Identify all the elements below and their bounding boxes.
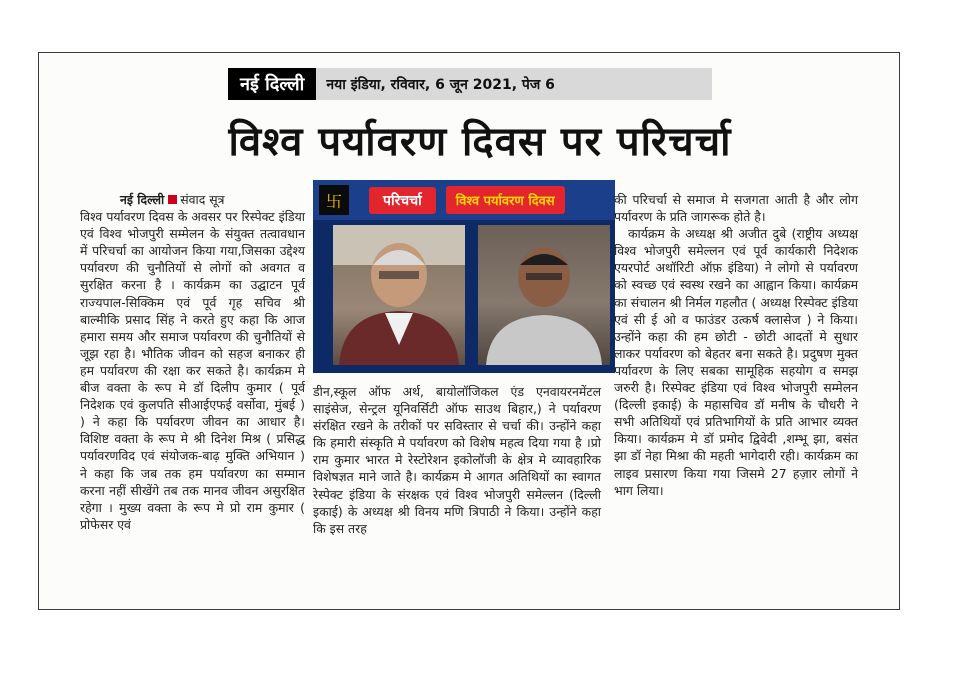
paragraph: की परिचर्चा से समाज मे सजगता आती है और लोग पर्यावरण के प्रति जागरूक होते है। (614, 192, 858, 225)
speaker-left-figure-icon (333, 225, 465, 365)
banner-title: विश्व पर्यावरण दिवस (446, 186, 565, 214)
paragraph: विश्व पर्यावरण दिवस के अवसर पर रिस्पेक्ट इंडिया एवं विश्व भोजपुरी सम्मेलन के संयुक्त तत्वावधान में परिचर्चा का आयोजन किया गया,जिसका उद्देश्य पर्यावरण की चुनौतियों से लोगों को अवगत व सुरक्षित करना है । कार्यक्रम का उद्घाटन पूर्व राज्यपाल-सिक्किम एवं पूर्व गृह सचिव श्री बाल्मीकि प्रसाद सिंह ने करते हुए कहा कि आज हमारा समय और समाज पर्यावरण की चुनौतियों से जूझ रहा है। भौतिक जीवन को सहज बनाकर ही हम पर्यावरण की रक्षा कर सकते है। कार्यक्रम मे बीज वक्ता के रूप मे डॉ दिलीप कुमार ( पूर्व निदेशक एवं कुलपति सीआईएफई वर्सोवा, मुंबई ) ) ने कहा कि पर्यावरण जीवन का आधार है। विशिष्ट वक्ता के रूप मे श्री दिनेश मिश्र ( प्रसिद्ध पर्यावरणविद एवं संयोजक-बाढ़ मुक्ति अभियान ) ने कहा कि जब तक हम पर्यावरण का सम्मान करना नहीं सीखेंगे तब तक मानव जीवन असुरक्षित रहेगा । मुख्य वक्ता के रूप मे प्रो राम कुमार ( प्रोफेसर एवं (80, 209, 305, 532)
paragraph: कार्यक्रम के अध्यक्ष श्री अजीत दुबे (राष्ट्रीय अध्यक्ष विश्व भोजपुरी समेल्लन एवं पूर्व कार्यकारी निदेशक एयरपोर्ट अथॉरिटी ऑफ़ इंडिया) ने लोगो से पर्यावरण को स्वच्छ एवं स्वस्थ रखने का आह्वान किया। कार्यक्रम का संचालन श्री निर्मल गहलौत ( अध्यक्ष रिस्पेक्ट इंडिया एवं सी ई ओ व फाउंडर उत्कर्ष क्लासेज ) ने किया। उन्होंने कहा की हम छोटी - छोटी आदतों मे सुधार लाकर पर्यावरण को बेहतर बना सकते है। प्रदुषण मुक्त पर्यावरण के लिए सबका सामूहिक सहयोग व समझ जरुरी है। रिस्पेक्ट इंडिया एवं विश्व भोजपुरी सम्मेलन (दिल्ली इकाई) के महासचिव डॉ मनीष के चौधरी ने सभी अतिथियों एवं प्रतिभागियों के प्रति आभार व्यक्त किया। कार्यक्रम मे डॉ प्रमोद द्विवेदी ,शम्भू झा, बसंत झा डॉ नेहा मिश्रा की महती भागेदारी रही। कार्यक्रम का लाइव प्रसारण किया गया जिसमे 27 हज़ार लोगों ने भाग लिया। (614, 226, 858, 498)
article-headline: विश्व पर्यावरण दिवस पर परिचर्चा (228, 119, 732, 165)
speaker-video-left (333, 225, 465, 365)
swastik-logo-icon: 卐 (319, 185, 349, 215)
banner-label: परिचर्चा (369, 187, 436, 214)
speaker-right-figure-icon (478, 225, 610, 365)
article-column-1 (80, 191, 305, 533)
masthead-city: नई दिल्ली (228, 68, 316, 100)
dateline (80, 191, 305, 208)
article-column-2 (313, 383, 601, 537)
red-square-icon (168, 195, 177, 204)
dateline-source: संवाद सूत्र (180, 192, 225, 207)
issue-line: नया इंडिया, रविवार, 6 जून 2021, पेज 6 (326, 76, 555, 93)
article-column-3 (614, 191, 858, 499)
paragraph: डीन,स्कूल ऑफ अर्थ, बायोलॉजिकल एंड एनवायरनमेंटल साइंसेज, सेन्ट्रल यूनिवर्सिटी ऑफ साउथ बिहार,) ने पर्यावरण संरक्षित रखने के तरीकों पर सविस्तार से चर्चा की। उन्होंने कहा कि हमारी संस्कृति मे पर्यावरण को विशेष महत्व दिया गया है ।प्रो राम कुमार भारत मे रेस्टोरेशन इकोलॉजी के क्षेत्र मे व्यावहारिक विशेषज्ञत माने जाते है। कार्यक्रम मे आगत अतिथियों का स्वागत रेस्पेक्ट इंडिया के संरक्षक एवं विश्व भोजपुरी समेल्लन (दिल्ली इकाई) के अध्यक्ष श्री विनय मणि त्रिपाठी ने किया। उन्होंने कहा कि इस तरह (313, 384, 601, 536)
photo-banner (313, 180, 615, 220)
event-screenshot-photo (313, 180, 615, 373)
dateline-city: नई दिल्ली (120, 192, 165, 207)
speaker-video-right (478, 225, 610, 365)
masthead-strip (228, 68, 712, 100)
